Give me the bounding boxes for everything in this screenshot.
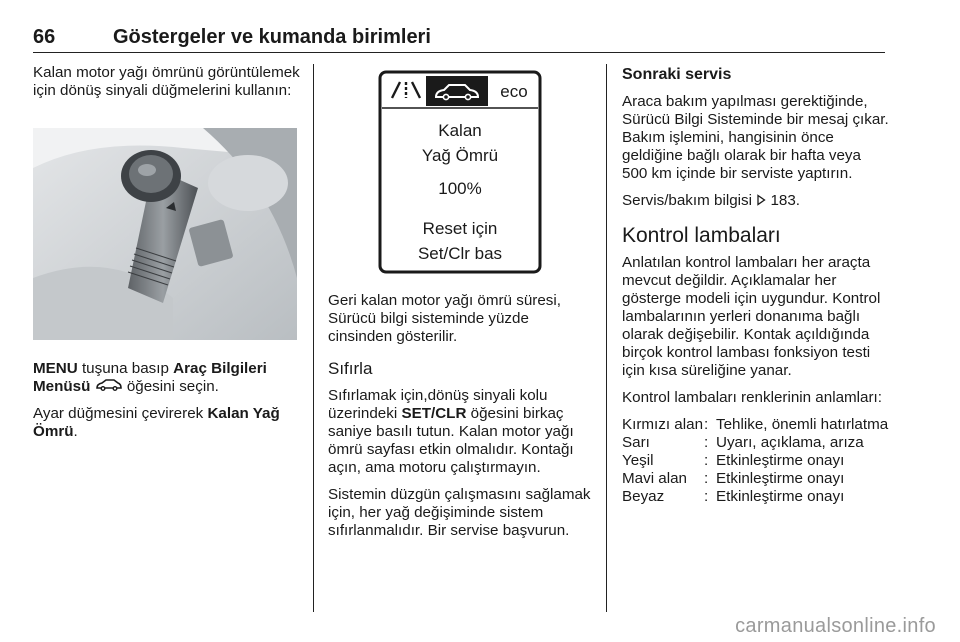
page-header xyxy=(33,26,885,53)
display-line-reset: Reset için xyxy=(422,219,498,238)
column-right xyxy=(622,66,890,506)
next-service-paragraph: Araca bakım yapılması gerektiğinde, Sürücü Bilgi Sisteminde bir mesaj çıkar. Bakım işlemini, hangisinin önce geldiğine bağlı olarak bir hafta veya 500 km içinde bir serviste yaptırın. xyxy=(622,93,889,182)
color-term: Beyaz xyxy=(622,488,665,505)
color-term: Yeşil xyxy=(622,452,654,469)
color-description: Etkinleştirme onayı xyxy=(716,452,845,469)
color-description: Uyarı, açıklama, arıza xyxy=(716,434,864,451)
page-title: Göstergeler ve kumanda birimleri xyxy=(113,26,431,48)
display-line-kalan: Kalan xyxy=(438,121,482,140)
dial-text-end: . xyxy=(73,423,78,441)
color-meaning-list xyxy=(622,416,890,506)
list-item: Yeşil : Etkinleştirme onayı xyxy=(622,452,890,470)
next-service-heading: Sonraki servis xyxy=(622,66,732,83)
intro-paragraph: Kalan motor yağı ömrünü görüntülemek için dönüş sinyali düğmelerini kullanın: xyxy=(33,64,300,99)
service-info-text: Servis/bakım bilgisi xyxy=(622,192,757,209)
page-reference-icon xyxy=(756,193,766,211)
color-term: Kırmızı alan xyxy=(622,416,704,433)
vehicle-info-menu-label: Araç Bilgileri Menüsü xyxy=(33,360,267,396)
reset-heading: Sıfırla xyxy=(328,359,373,378)
display-line-oil-life: Yağ Ömrü xyxy=(421,146,499,165)
list-item: Mavi alan : Etkinleştirme onayı xyxy=(622,470,890,488)
color-description: Etkinleştirme onayı xyxy=(716,470,845,487)
turn-signal-lever-photo xyxy=(33,128,297,340)
display-line-setclr: Set/Clr bas xyxy=(417,244,503,263)
service-paragraph: Sistemin düzgün çalışmasını sağlamak için, her yağ değişiminde sistem sıfırlanmalıdır. Bir servise başvurun. xyxy=(328,486,591,539)
display-oil-life-value: 100% xyxy=(438,179,482,198)
column-middle xyxy=(328,292,592,549)
service-info-text-end: . xyxy=(795,192,801,209)
service-info-reference xyxy=(622,192,890,211)
list-item: Beyaz : Etkinleştirme onayı xyxy=(622,488,890,506)
column-left xyxy=(33,64,301,109)
color-description: Tehlike, önemli hatırlatma xyxy=(716,416,889,433)
oil-life-description: Geri kalan motor yağı ömrü süresi, Sürücü bilgi sisteminde yüzde cinsinden gösterilir. xyxy=(328,292,561,345)
color-term: Mavi alan xyxy=(622,470,687,487)
color-meaning-intro: Kontrol lambaları renklerinin anlamları: xyxy=(622,389,882,406)
column-divider xyxy=(313,64,314,612)
dial-text: Ayar düğmesini çevirerek xyxy=(33,405,208,423)
menu-key-label: MENU xyxy=(33,360,78,377)
remaining-oil-life-label: Kalan Yağ Ömrü xyxy=(33,405,280,441)
color-term: Sarı xyxy=(622,434,650,451)
cluster-display-illustration xyxy=(328,68,592,276)
list-item: Sarı : Uyarı, açıklama, arıza xyxy=(622,434,890,452)
column-left-lower xyxy=(33,360,301,450)
dial-paragraph xyxy=(33,405,301,441)
column-divider xyxy=(606,64,607,612)
color-description: Etkinleştirme onayı xyxy=(716,488,845,505)
page-number: 66 xyxy=(33,26,56,48)
lever-illustration xyxy=(33,128,297,340)
setclr-label: SET/CLR xyxy=(401,405,467,422)
car-icon xyxy=(95,378,123,396)
menu-paragraph xyxy=(33,360,301,396)
reset-text-end: öğesini birkaç saniye basılı tutun. Kalan motor yağı ömrü sayfası etkin olmalıdır. Kontağı açın, ama motoru çalıştırmayın. xyxy=(328,405,574,476)
service-info-page-link[interactable]: 183 xyxy=(770,192,796,209)
warning-lights-paragraph: Anlatılan kontrol lambaları her araçta mevcut değildir. Açıklamalar her gösterge modeli için uygundur. Kontrol lambalarının yerleri donanıma bağlı olarak değişebilir. Kontak açıldığında birçok kontrol lambası fonksiyon testi için kısa süreliğine yanar. xyxy=(622,254,881,379)
menu-text-end: öğesini seçin. xyxy=(122,378,219,396)
watermark: carmanualsonline.info xyxy=(735,615,936,637)
reset-paragraph xyxy=(328,387,592,477)
eco-label: eco xyxy=(500,82,528,101)
menu-text: tuşuna basıp xyxy=(77,360,174,377)
warning-lights-heading: Kontrol lambaları xyxy=(622,224,781,247)
reset-text: Sıfırlamak için,dönüş sinyali kolu üzerindeki xyxy=(328,387,548,422)
list-item: Kırmızı alan : Tehlike, önemli hatırlatma xyxy=(622,416,889,433)
oil-life-display xyxy=(328,68,592,276)
